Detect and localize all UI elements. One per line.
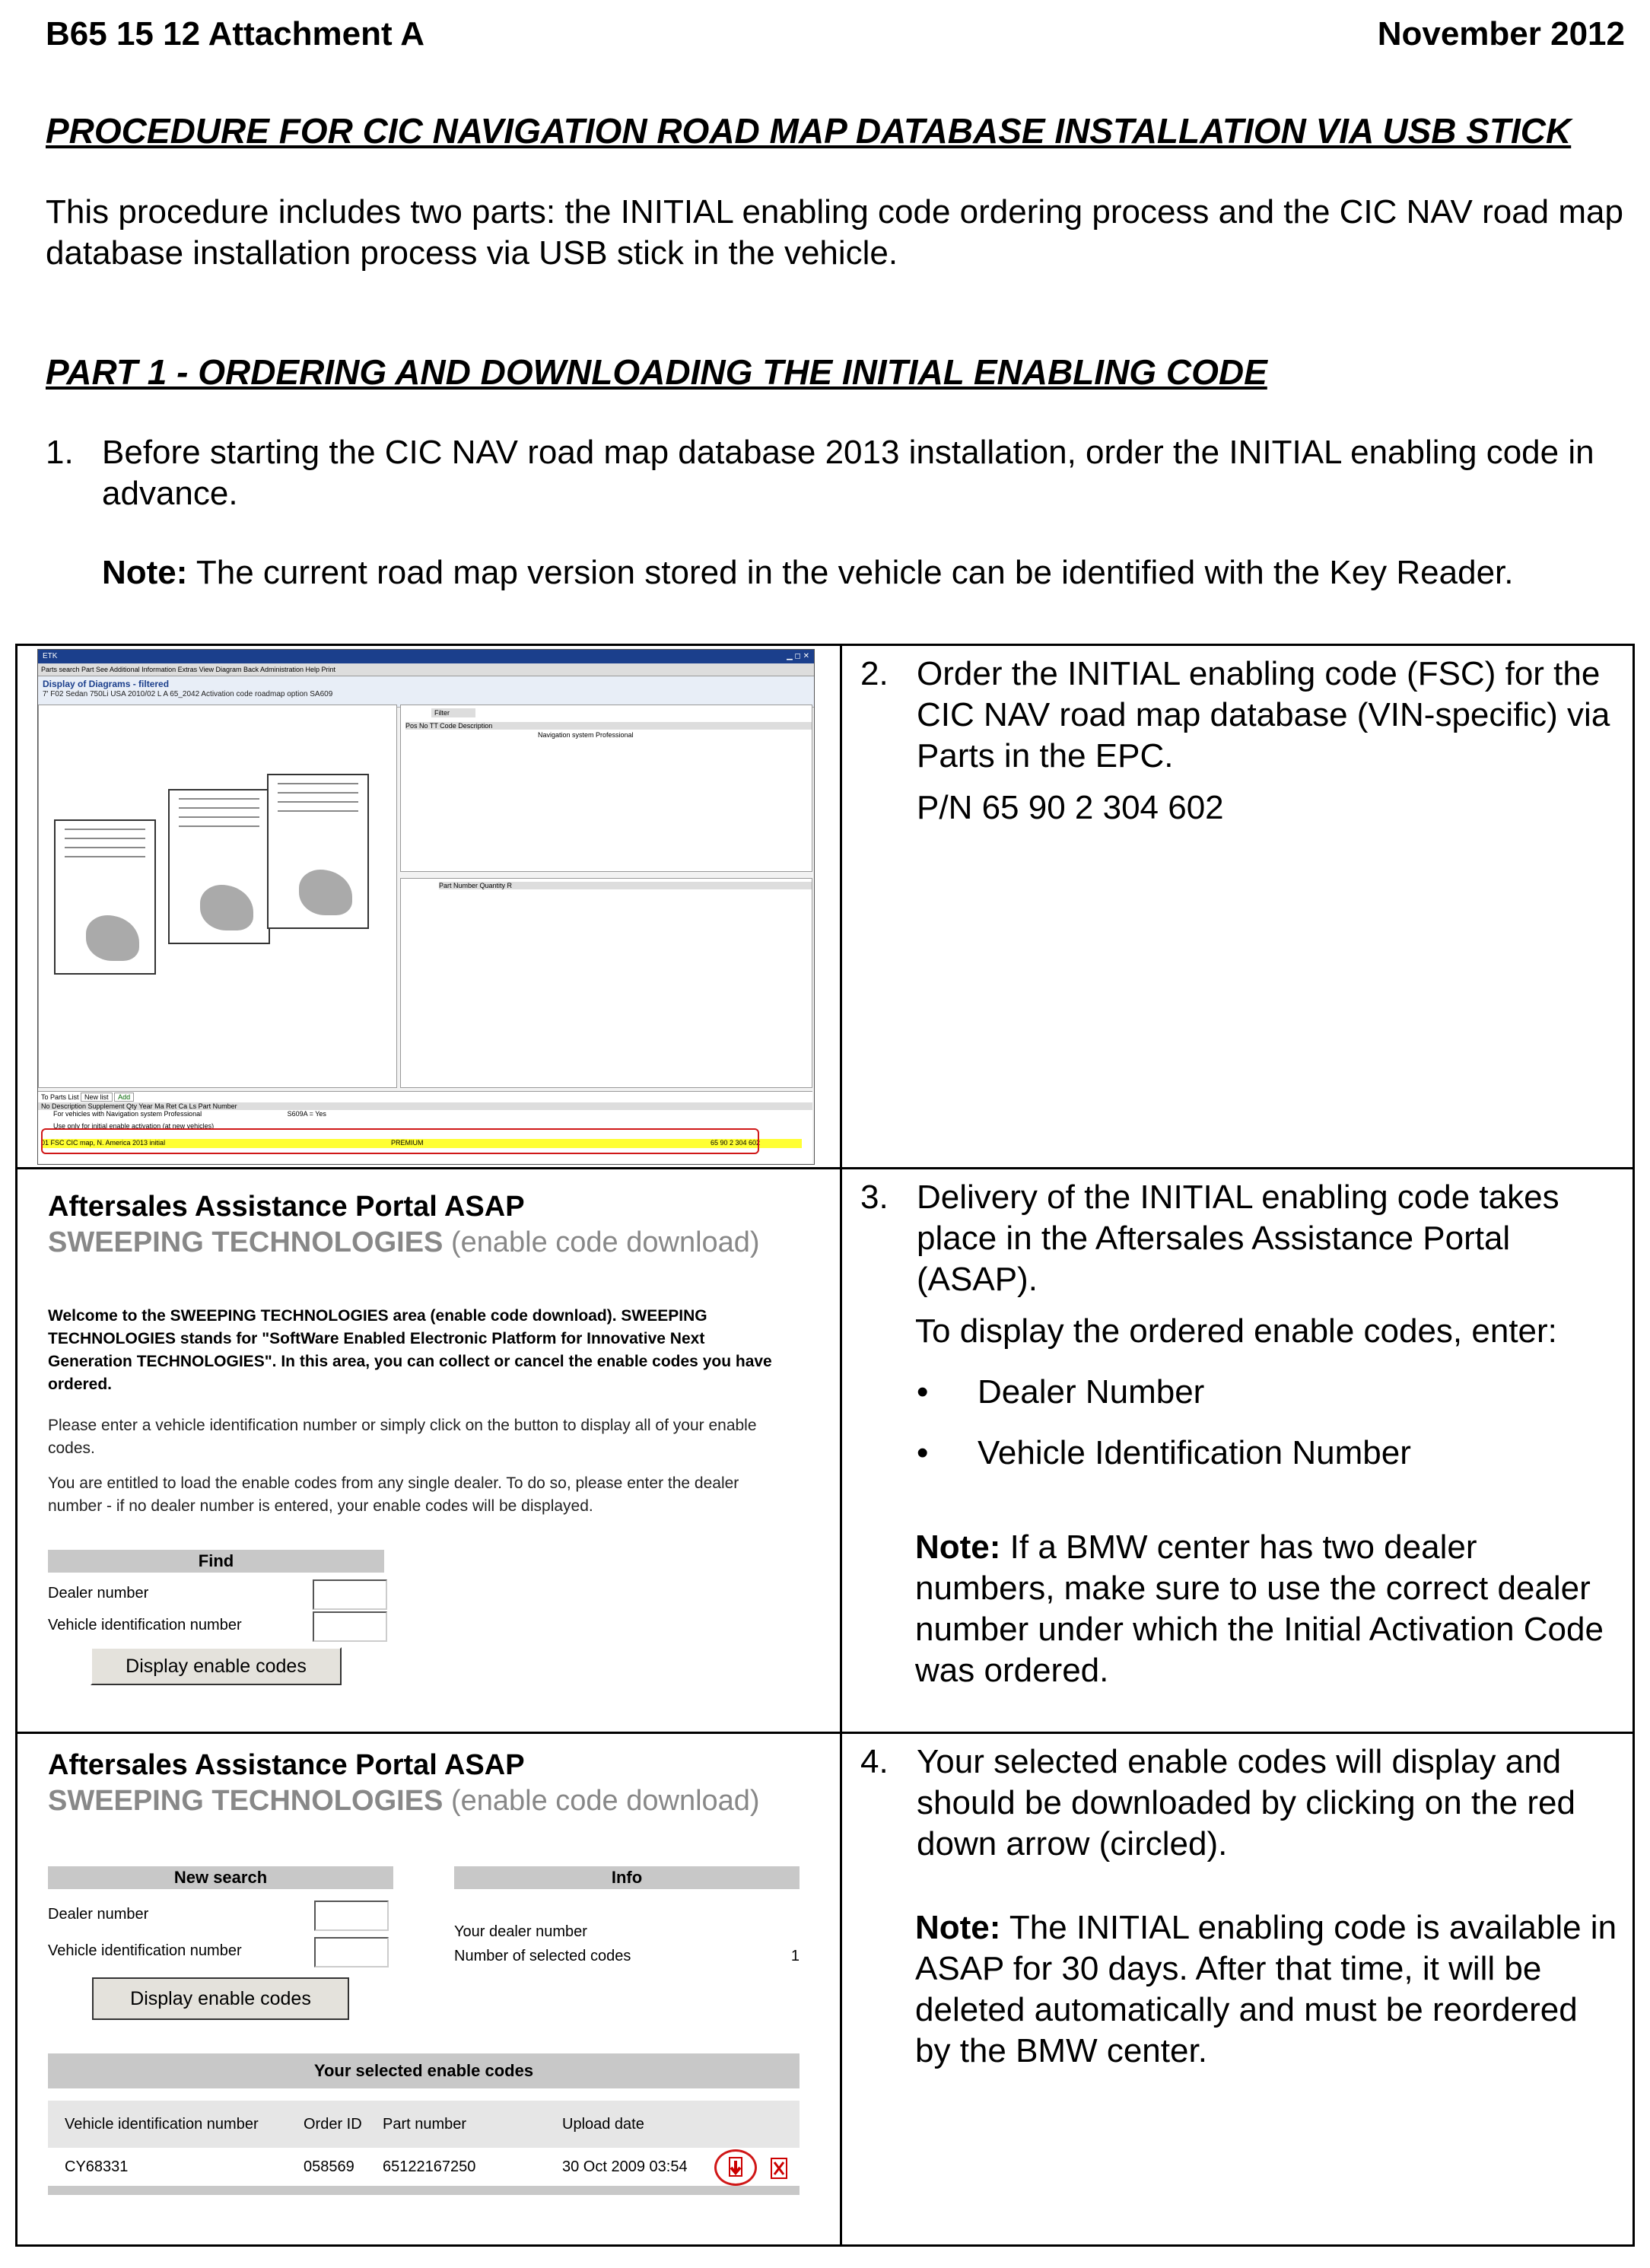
epc-row-3-supplement: PREMIUM (391, 1139, 424, 1147)
note-text: The current road map version stored in the vehicle can be identified with the Key Reader. (187, 554, 1514, 591)
vin-row (48, 1609, 384, 1641)
col-vin: Vehicle identification number (65, 2116, 259, 2133)
cell-order-id: 058569 (304, 2158, 354, 2175)
bullet-dealer-number (917, 1372, 1617, 1413)
new-list-select[interactable]: New list (81, 1093, 113, 1102)
download-arrow-circle[interactable] (714, 2149, 757, 2186)
selected-count-label: Number of selected codes (454, 1948, 631, 1964)
asap-instruction-1: Please enter a vehicle identification number or simply click on the button to display all of your enable codes. (48, 1417, 757, 1457)
asap-subtitle (48, 1785, 840, 1818)
delete-icon[interactable] (771, 2155, 787, 2193)
step-3-cell (841, 1169, 1634, 1733)
step-3-note (915, 1527, 1617, 1691)
col-upload-date: Upload date (562, 2116, 644, 2133)
step-3-display: To display the ordered enable codes, enter: (915, 1312, 1557, 1350)
epc-row-1 (38, 1110, 812, 1118)
red-circle-highlight (41, 1128, 759, 1154)
asap-subtitle-suffix: (enable code download) (443, 1785, 760, 1817)
asap-screenshot-2 (17, 1734, 840, 2195)
epc-parts-table (38, 1091, 812, 1163)
epc-screenshot-cell (17, 645, 841, 1169)
epc-title-bar (38, 650, 814, 663)
vin-input[interactable] (313, 1611, 387, 1642)
document-date: November 2012 (1377, 15, 1625, 52)
epc-row-2: Use only for initial enable activation (at new vehicles) (53, 1122, 215, 1130)
vin-input[interactable] (314, 1937, 389, 1967)
vin-label: Vehicle identification number (48, 1942, 242, 1959)
step-3-number: 3. (860, 1179, 889, 1216)
codes-table-header (48, 2101, 800, 2148)
epc-bottom-columns: No Description Supplement Qty Year Ma Ret Ca Ls Part Number (38, 1102, 812, 1110)
asap-subtitle-main: SWEEPING TECHNOLOGIES (48, 1226, 443, 1258)
epc-right-row: Navigation system Professional (538, 731, 634, 739)
procedure-table (15, 644, 1635, 2247)
epc-row-3-part-number: 65 90 2 304 602 (711, 1139, 761, 1147)
cell-upload-date: 30 Oct 2009 03:54 (562, 2158, 688, 2175)
bullet-vin (917, 1433, 1617, 1474)
new-search-form (48, 1866, 393, 2020)
dealer-number-label: Dealer number (48, 1585, 149, 1602)
note-text: If a BMW center has two dealer numbers, make sure to use the correct dealer number under which the Initial Activation Code was ordered. (915, 1528, 1604, 1689)
step-4-number: 4. (860, 1743, 889, 1780)
to-parts-list-label: To Parts List (41, 1093, 79, 1101)
dealer-number-row (48, 1898, 393, 1930)
diagram-sheet (168, 789, 270, 944)
epc-crumb-title: Display of Diagrams - filtered (43, 679, 170, 689)
bullet-text: Dealer Number (978, 1373, 1205, 1411)
step-4-cell (841, 1733, 1634, 2246)
step-1-text: Before starting the CIC NAV road map database 2013 installation, order the INITIAL enabling code in advance. (102, 434, 1594, 512)
intro-paragraph: This procedure includes two parts: the INITIAL enabling code ordering process and the CIC NAV road map database installation process via USB stick in the vehicle. (46, 193, 1623, 272)
find-form (48, 1550, 384, 1685)
asap-screenshot-2-cell (17, 1733, 841, 2246)
asap-subtitle-suffix: (enable code download) (443, 1226, 760, 1258)
info-header: Info (454, 1866, 800, 1889)
table-footer-bar (48, 2186, 800, 2195)
search-and-info (48, 1866, 809, 2041)
epc-breadcrumb (38, 676, 814, 708)
epc-window-title: ETK (43, 652, 58, 660)
epc-columns: Pos No TT Code Description (405, 722, 812, 730)
step-4-text: Your selected enable codes will display and should be downloaded by clicking on the red down arrow (circled). (917, 1743, 1575, 1862)
dealer-number-label: Dealer number (48, 1906, 149, 1923)
selected-count-value: 1 (790, 1948, 800, 1964)
epc-menu-bar: Parts search Part See Additional Information Extras View Diagram Back Administration Help Print (38, 663, 814, 676)
epc-columns-bottom: Part Number Quantity R (439, 882, 812, 889)
diagram-sheet (54, 819, 156, 975)
display-enable-codes-button[interactable]: Display enable codes (91, 1647, 342, 1685)
epc-screenshot (37, 649, 815, 1165)
bullet-text: Vehicle Identification Number (978, 1434, 1411, 1471)
cell-part-number: 65122167250 (383, 2158, 476, 2175)
step-2-part-number: P/N 65 90 2 304 602 (917, 789, 1224, 826)
col-part-number: Part number (383, 2116, 467, 2133)
epc-row-3-desc: 01 FSC CIC map, N. America 2013 initial (41, 1139, 166, 1147)
asap-subtitle (48, 1226, 840, 1259)
step-2-text: Order the INITIAL enabling code (FSC) for the CIC NAV road map database (VIN-specific) via Parts in the EPC. (917, 655, 1610, 775)
selected-count-row (454, 1944, 800, 1968)
dealer-number-input[interactable] (314, 1901, 389, 1931)
epc-part-list-pane (400, 705, 812, 872)
step-2-cell (841, 645, 1634, 1169)
epc-toolbar (38, 1092, 812, 1102)
epc-diagram-pane (38, 705, 397, 1088)
step-1-number: 1. (46, 434, 74, 471)
asap-title: Aftersales Assistance Portal ASAP (48, 1191, 525, 1223)
asap-screenshot-1-cell (17, 1169, 841, 1733)
bullet-icon: • (917, 1373, 929, 1411)
step-1-note (102, 554, 1514, 592)
asap-screenshot-1 (17, 1169, 840, 1685)
epc-row-1-supplement: S609A = Yes (287, 1110, 326, 1118)
vin-label: Vehicle identification number (48, 1617, 242, 1633)
cell-vin: CY68331 (65, 2158, 129, 2175)
step-2-number: 2. (860, 655, 889, 692)
diagram-sheet (267, 774, 369, 929)
filter-button[interactable]: Filter (431, 708, 475, 717)
part1-heading: PART 1 - ORDERING AND DOWNLOADING THE INITIAL ENABLING CODE (46, 352, 1267, 392)
dealer-number-input[interactable] (313, 1579, 387, 1610)
step-4-note (915, 1907, 1617, 2072)
note-label: Note: (915, 1528, 1001, 1566)
add-button[interactable]: Add (114, 1093, 134, 1102)
selected-codes-header: Your selected enable codes (48, 2053, 800, 2088)
new-search-header: New search (48, 1866, 393, 1889)
your-dealer-row: Your dealer number (454, 1923, 587, 1940)
step-3-text: Delivery of the INITIAL enabling code takes place in the Aftersales Assistance Portal (ASAP). (917, 1179, 1559, 1298)
display-enable-codes-button[interactable]: Display enable codes (92, 1977, 349, 2020)
note-label: Note: (915, 1909, 1001, 1946)
asap-welcome-text: Welcome to the SWEEPING TECHNOLOGIES area (enable code download). SWEEPING TECHNOLOGIES stands for "SoftWare Enabled Electronic Platform for Innovative Next Generation TECHNOLOGIES". In this area, you can collect or cancel the enable codes you have ordered. (48, 1307, 772, 1393)
window-controls-icon: ▁ ◻ ✕ (787, 652, 809, 660)
asap-title: Aftersales Assistance Portal ASAP (48, 1749, 525, 1781)
col-order-id: Order ID (304, 2116, 362, 2133)
find-header: Find (48, 1550, 384, 1573)
bullet-icon: • (917, 1434, 929, 1471)
note-label: Note: (102, 554, 188, 591)
dealer-number-row (48, 1577, 384, 1609)
note-text: The INITIAL enabling code is available in ASAP for 30 days. After that time, it will be deleted automatically and must be reordered by the BMW center. (915, 1909, 1617, 2069)
vin-row (48, 1935, 393, 1967)
asap-subtitle-main: SWEEPING TECHNOLOGIES (48, 1785, 443, 1817)
download-arrow-icon[interactable] (717, 2152, 755, 2184)
codes-table-row (48, 2148, 800, 2186)
info-panel (454, 1866, 800, 1968)
epc-row-1-desc: For vehicles with Navigation system Professional (53, 1110, 202, 1118)
procedure-title: PROCEDURE FOR CIC NAVIGATION ROAD MAP DATABASE INSTALLATION VIA USB STICK (46, 111, 1572, 151)
epc-crumb-sub: 7' F02 Sedan 750Li USA 2010/02 L A 65_2042 Activation code roadmap option SA609 (43, 690, 333, 698)
epc-quantity-pane (400, 878, 812, 1088)
document-id: B65 15 12 Attachment A (46, 15, 425, 52)
asap-instruction-2: You are entitled to load the enable codes from any single dealer. To do so, please enter the dealer number - if no dealer number is entered, your enable codes will be displayed. (48, 1474, 739, 1515)
